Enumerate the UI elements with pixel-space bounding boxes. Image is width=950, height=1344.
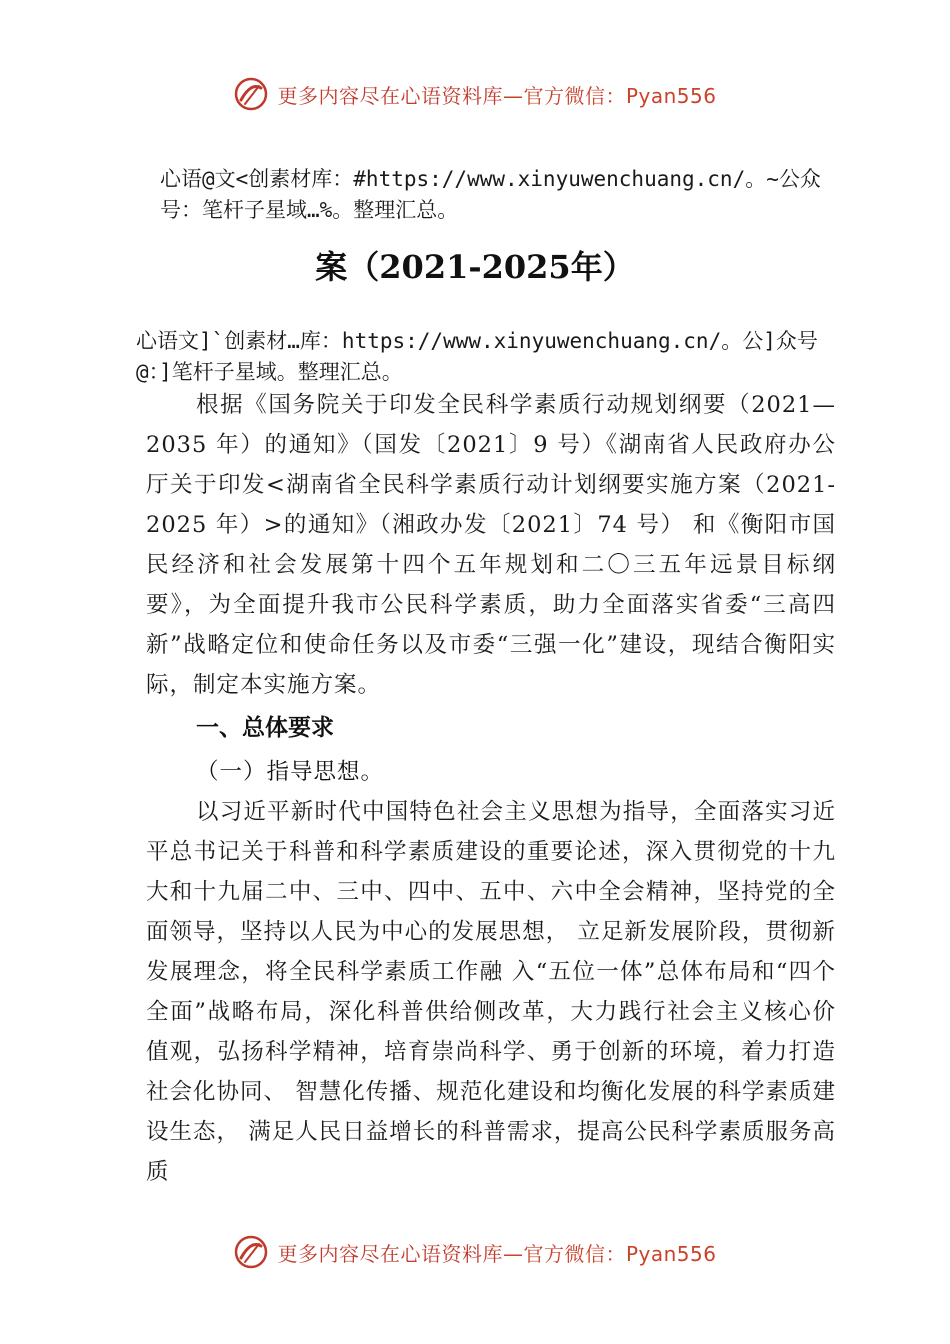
banner-dash: — xyxy=(502,83,524,108)
guiding-ideology-paragraph: 以习近平新时代中国特色社会主义思想为指导，全面落实习近平总书记关于科普和科学素质建设的重要论述，深入贯彻党的十九大和十九届二中、三中、四中、五中、六中全会精神，坚持党的全面领导，坚持以人民为中心的发展思想， 立足新发展阶段，贯彻新发展理念，将全民科学素质工作融 入“五位一体”总体布局和“四个全面”战略布局，深化科普供给侧改革，大力践行社会主义核心价值观，弘扬科学精神，培育崇尚科学、勇于创新的环境，着力打造社会化协同、 智慧化传播、规范化建设和均衡化发展的科学素质建设生态， 满足人民日益增长的科普需求，提高公民科学素质服务高质 xyxy=(146,799,836,1185)
banner-brand: 更多内容尽在心语资料库 xyxy=(277,1241,503,1266)
banner-wechat: 官方微信：Pyan556 xyxy=(523,83,717,108)
intro-paragraph: 根据《国务院关于印发全民科学素质行动规划纲要（2021—2035 年）的通知》（国发〔2021〕9 号）《湖南省人民政府办公厅关于印发<湖南省全民科学素质行动计划纲要实施方案（2021-2025 年）>的通知》（湘政办发〔2021〕74 号） 和《衡阳市国民经济和社会发展第十四个五年规划和二〇三五年远景目标纲要》，为全面提升我市公民科学素质，助力全面落实省委“三高四新”战略定位和使命任务以及市委“三强一化”建设，现结合衡阳实际，制定本实施方案。 xyxy=(146,392,836,698)
subsection-heading: （一）指导思想。 xyxy=(196,759,385,785)
banner-dash: — xyxy=(502,1241,524,1266)
watermark-line-2: 心语文]`创素材…库：https://www.xinyuwenchuang.cn/。公]众号@：]笔杆子星域。整理汇总。 xyxy=(136,329,818,384)
banner-brand: 更多内容尽在心语资料库 xyxy=(277,83,503,108)
watermark-line-1: 心语@文<创素材库：#https://www.xinyuwenchuang.cn/。~公众号：笔杆子星域…%。整理汇总。 xyxy=(160,167,821,222)
banner-text xyxy=(277,80,716,109)
header-banner xyxy=(0,72,950,116)
banner-text xyxy=(277,1238,716,1267)
library-logo-icon xyxy=(233,1234,269,1270)
banner-wechat: 官方微信：Pyan556 xyxy=(523,1241,717,1266)
document-title: 案（2021-2025年） xyxy=(315,248,635,286)
library-logo-icon xyxy=(233,76,269,112)
footer-banner xyxy=(0,1230,950,1274)
section-heading: 一、总体要求 xyxy=(196,715,334,741)
